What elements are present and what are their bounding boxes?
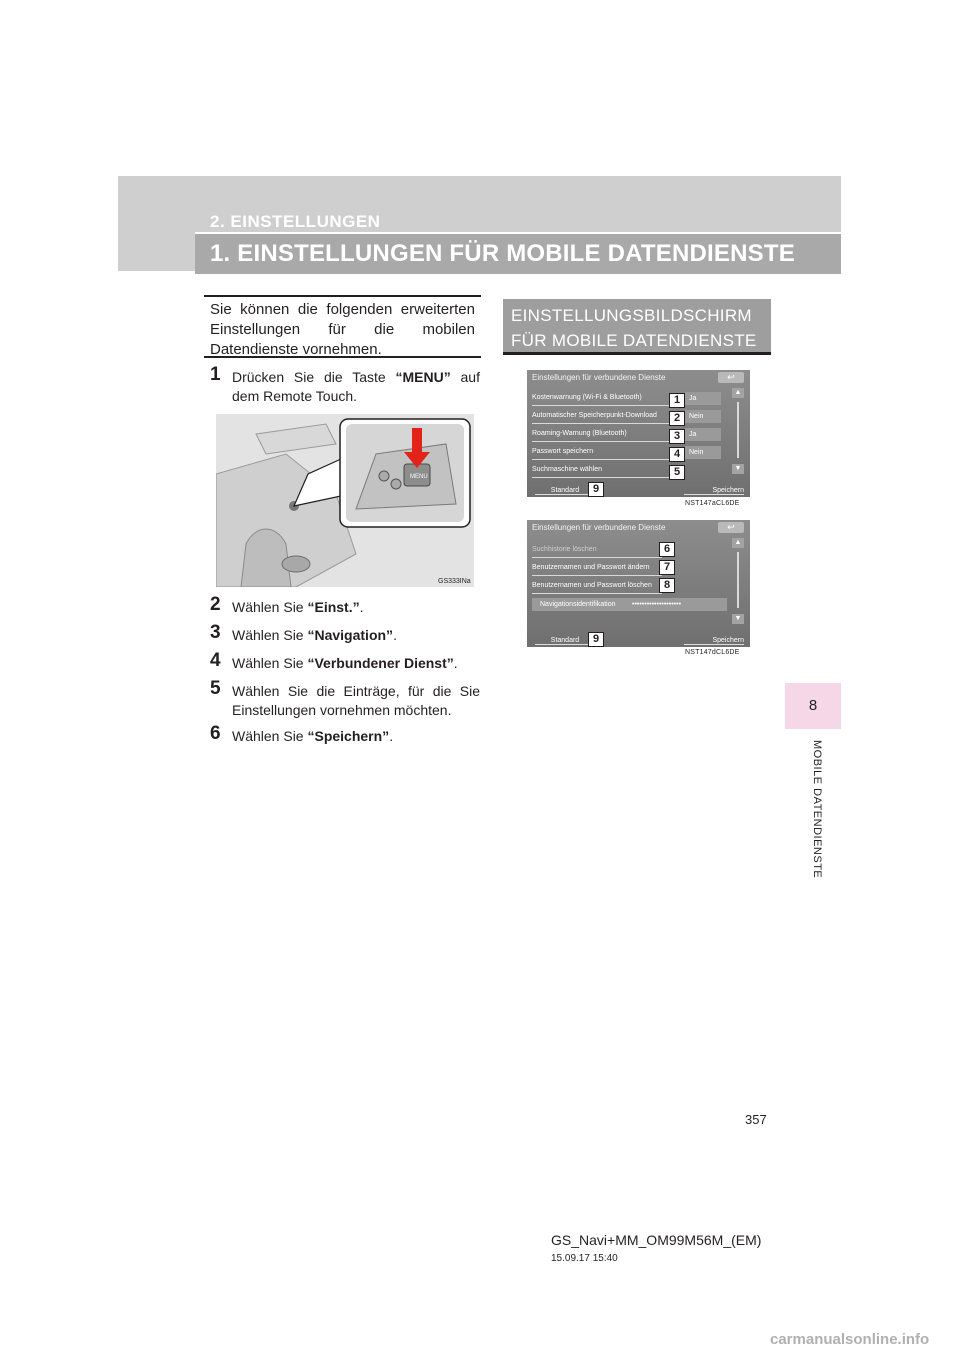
callout-8: 8 [659,578,675,593]
screen1-row-5[interactable]: Suchmaschine wählen [532,464,672,478]
screen2-row-3[interactable]: Benutzernamen und Passwort löschen [532,580,662,594]
screen1-row-1[interactable]: Kostenwarnung (Wi-Fi & Bluetooth) [532,392,672,406]
standard-button[interactable]: Standard [535,637,595,645]
screen2-row-1[interactable]: Suchhistorie löschen [532,544,662,558]
subheading: EINSTELLUNGSBILDSCHIRM FÜR MOBILE DATENDIENSTE [503,299,771,355]
settings-screen-1 [527,370,750,497]
footer-code: GS_Navi+MM_OM99M56M_(EM) [551,1232,762,1248]
scroll-down-icon[interactable]: ▼ [732,464,744,474]
watermark-logo [770,1322,955,1354]
step-6: 6 Wählen Sie “Speichern”. [210,723,394,744]
back-icon[interactable]: ↩ [718,522,744,533]
callout-9b: 9 [588,632,604,647]
callout-3: 3 [669,429,685,444]
scrollbar[interactable] [732,388,744,474]
screen1-value-1: Ja [685,392,721,405]
screen1-title: Einstellungen für verbundene Dienste [532,373,666,382]
scroll-up-icon[interactable]: ▲ [732,388,744,398]
menu-button-label: MENU [410,474,428,480]
back-icon[interactable]: ↩ [718,372,744,383]
screen1-value-2: Nein [685,410,721,423]
screen1-value-3: Ja [685,428,721,441]
page-title: 1. EINSTELLUNGEN FÜR MOBILE DATENDIENSTE [210,240,795,267]
screen1-code: NST147aCL6DE [685,500,740,507]
step-1: 1 Drücken Sie die Taste “MENU” auf dem Remote Touch. [210,364,480,404]
screen2-title: Einstellungen für verbundene Dienste [532,523,666,532]
nav-id-row [532,598,727,611]
screen2-row-2[interactable]: Benutzernamen und Passwort ändern [532,562,662,576]
callout-1: 1 [669,393,685,408]
callout-9a: 9 [588,482,604,497]
chapter-side-label: MOBILE DATENDIENSTE [811,740,823,879]
remote-touch-photo [216,414,474,587]
watermark-text: carmanualsonline.info [770,1331,930,1348]
nav-id-value: •••••••••••••••••••• [632,601,682,608]
screen1-row-4[interactable]: Passwort speichern [532,446,672,460]
callout-2: 2 [669,411,685,426]
chapter-tab: 8 [785,683,841,729]
step-4: 4 Wählen Sie “Verbundener Dienst”. [210,650,458,671]
step-3: 3 Wählen Sie “Navigation”. [210,622,397,643]
callout-4: 4 [669,447,685,462]
scroll-down-icon[interactable]: ▼ [732,614,744,624]
save-button[interactable]: Speichern [684,637,744,645]
photo-code: GS333INa [438,578,471,585]
screen1-value-4: Nein [685,446,721,459]
scroll-up-icon[interactable]: ▲ [732,538,744,548]
step-5: 5 Wählen Sie die Einträge, für die Sie Einstellungen vornehmen möchten. [210,678,480,718]
screen1-row-2[interactable]: Automatischer Speicherpunkt-Download [532,410,672,424]
section-label: 2. EINSTELLUNGEN [210,212,381,231]
settings-screen-2 [527,520,750,647]
screen1-row-3[interactable]: Roaming-Warnung (Bluetooth) [532,428,672,442]
screen2-code: NST147dCL6DE [685,649,740,656]
intro-box: Sie können die folgenden erweiterten Einstellungen für die mobilen Datendienste vornehmen. [204,295,481,358]
nav-id-label: Navigationsidentifikation [540,601,616,608]
callout-6: 6 [659,542,675,557]
callout-7: 7 [659,560,675,575]
step-2: 2 Wählen Sie “Einst.”. [210,594,364,615]
footer-date: 15.09.17 15:40 [551,1253,618,1264]
page-number: 357 [745,1112,767,1127]
callout-5: 5 [669,465,685,480]
standard-button[interactable]: Standard [535,487,595,495]
save-button[interactable]: Speichern [684,487,744,495]
scrollbar[interactable] [732,538,744,624]
